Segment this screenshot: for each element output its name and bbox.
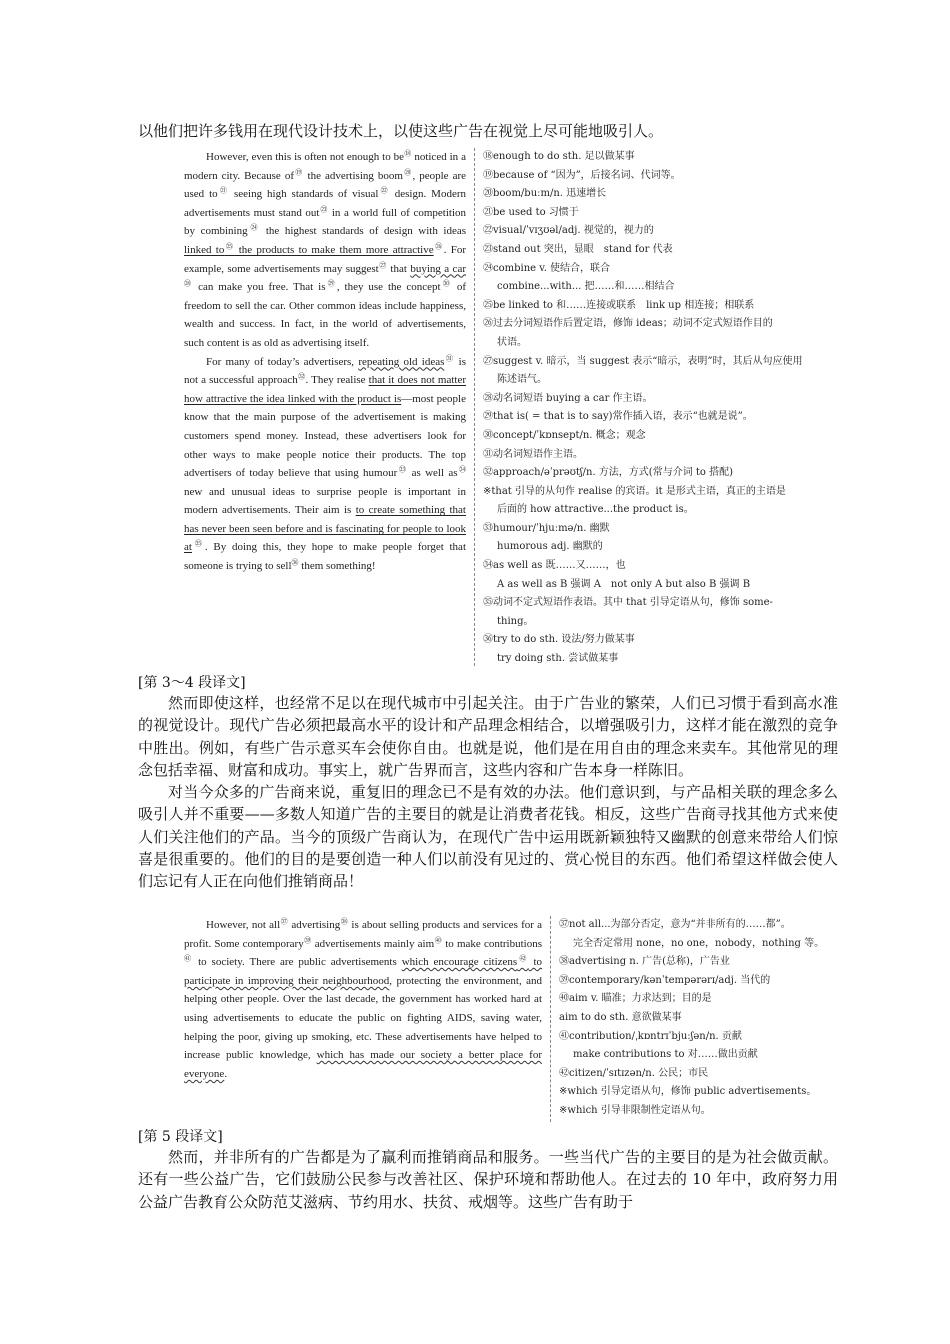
note-line: 陈述语气。 [497, 374, 547, 386]
english-passage-1 [184, 148, 466, 669]
note-line: ㊳advertising n. 广告(总称)，广告业 [559, 956, 730, 968]
translation-paragraph: 对当今众多的广告商来说，重复旧的理念已不是有效的办法。他们意识到，与产品相关联的理念多么吸引人并不重要——多数人知道广告的主要目的就是让消费者花钱。相反，这些广告商寻找其他方式来使人们关注他们的产品。当今的顶级广告商认为，在现代广告中运用既新颖独特又幽默的创意来带给人们惊喜是很重要的。他们的目的是要创造一种人们以前没有见过的、赏心悦目的东西。他们希望这样做会使人们忘记有人正在向他们推销商品！ [138, 783, 838, 891]
english-passage-2 [184, 916, 542, 1122]
note-line: ㉔combine v. 使结合，联合 [483, 262, 611, 274]
note-line: ⑳boom/buːm/n. 迅速增长 [483, 188, 607, 200]
translation-paragraph: 然而即使这样，也经常不足以在现代城市中引起关注。由于广告业的繁荣，人们已习惯于看到高水准的视觉设计。现代广告必须把最高水平的设计和产品理念相结合，以增强吸引力，这样才能在激烈的竞争中胜出。例如，有些广告示意买车会使你自由。也就是说，他们是在用自由的理念来卖车。其他常见的理念包括幸福、财富和成功。事实上，就广告界而言，这些内容和广告本身一样陈旧。 [138, 694, 838, 779]
note-line: 后面的 how attractive...the product is。 [497, 504, 694, 516]
note-line: ⑲because of “因为”，后接名词、代词等。 [483, 169, 681, 181]
note-line: humorous adj. 幽默的 [497, 541, 603, 553]
notes-column-2 [559, 916, 849, 1122]
note-line: ㊶contribution/ˌkɒntrɪˈbjuːʃən/n. 贡献 [559, 1030, 742, 1042]
note-line: ※which 引导非限制性定语从句。 [559, 1104, 711, 1116]
note-line: ㉟动词不定式短语作表语。其中 that 引导定语从句，修饰 some- [483, 597, 773, 609]
english-paragraph: However, even this is often not enough to be⑱ noticed in a modern city. Because of⑲ the advertising boom⑳, people are used $to^㉑$ seeing high standards of visual$^㉒$ design. Modern advertisements must stand out$^㉓$ in a world full of competition by combining$^㉔$ the highest standards of design with ideas linked $to^㉕$ the products to make them more attractive$^㉖$. For example, some advertisements may suggest$^㉗$ that buying a car$^㉘$ can make you free. That $is^㉙$, they use the concept$^㉚$ of freedom to sell the car. Other common ideas include happiness, wealth and success. In fact, in the world of advertisements, such content is as old as advertising itself. [184, 149, 467, 349]
note-line: ㉖过去分词短语作后置定语，修饰 ideas；动词不定式短语作目的 [483, 318, 773, 330]
note-line: ㊲not all...为部分否定，意为“并非所有的……都”。 [559, 919, 791, 930]
note-line: ㉕be linked to 和……连接或联系 link up 相连接；相联系 [483, 299, 755, 311]
translation-3-4 [138, 692, 838, 893]
note-line: A as well as B 强调 A not only A but also B 强调 B [497, 578, 751, 590]
note-line: ㉙that is( = that is to say)常作插入语，表示“也就是说”。 [483, 411, 753, 423]
note-line: ㉓stand out 突出，显眼 stand for 代表 [483, 243, 673, 255]
note-line: ㊱try to do sth. 设法/努力做某事 [483, 634, 635, 646]
note-line: ㉛动名词短语作主语。 [483, 448, 583, 460]
annotated-passage-2 [184, 916, 849, 1122]
translation-heading-2: [第 5 段译文] [138, 1129, 223, 1145]
translation-5 [138, 1146, 838, 1213]
note-line: ㊷citizen/ˈsɪtɪzən/n. 公民；市民 [559, 1067, 709, 1079]
translation-heading-1: [第 3～4 段译文] [138, 675, 246, 691]
note-line: ㊴contemporary/kənˈtempərərɪ/adj. 当代的 [559, 974, 771, 986]
note-line: ⑱enough to do sth. 足以做某事 [483, 151, 635, 162]
note-line: ㉞as well as 既……又……，也 [483, 560, 626, 572]
note-line: ㉘动名词短语 buying a car 作主语。 [483, 392, 653, 404]
intro-line: 以他们把许多钱用在现代设计技术上，以使这些广告在视觉上尽可能地吸引人。 [138, 122, 664, 140]
translation-paragraph: 然而，并非所有的广告都是为了赢利而推销商品和服务。一些当代广告的主要目的是为社会做贡献。还有一些公益广告，它们鼓励公民参与改善社区、保护环境和帮助他人。在过去的 10 年中，政府努力用公益广告教育公众防范艾滋病、节约用水、扶贫、戒烟等。这些广告有助于 [138, 1148, 838, 1211]
note-line: 完全否定常用 none，no one，nobody，nothing 等。 [573, 937, 825, 949]
note-line: ※which 引导定语从句，修饰 public advertisements。 [559, 1086, 817, 1098]
note-line: try doing sth. 尝试做某事 [497, 653, 619, 665]
note-line: combine...with... 把……和……相结合 [497, 281, 675, 293]
annotated-passage-1 [184, 148, 843, 669]
note-line: ㊵aim v. 瞄准；力求达到；目的是 [559, 993, 712, 1005]
english-paragraph: For many of today’s advertisers, repeating old ideas$^㉛$ is not a successful approach$^㉜$. They realise that it does not matter how attractive the idea linked with the product is—most people know that the main purpose of the advertisement is making customers spend money. Instead, these advertisers look for other ways to make people notice their products. The top advertisers of today believe that using humour$^㉝$ as well $as^㉞$ new and unusual ideas to surprise people is important in modern advertisements. Their aim is to create something that has never been seen before and is fascinating for people to look $at^㉟$. By doing this, they hope to make people forget that someone is trying to sell$^㊱$ them something! [184, 353, 467, 573]
note-line: ※that 引导的从句作 realise 的宾语。it 是形式主语，真正的主语是 [483, 485, 786, 497]
notes-column-1 [483, 148, 843, 669]
note-line: ㉑be used to 习惯于 [483, 206, 579, 218]
note-line: ㉚concept/ˈkɒnsept/n. 概念；观念 [483, 429, 646, 441]
note-line: thing。 [497, 615, 534, 627]
note-line: ㉜approach/əˈprəʊtʃ/n. 方法，方式(常与介词 to 搭配) [483, 467, 734, 479]
english-paragraph: However, not all$^㊲$ advertising$^㊳$ is about selling products and services for a profit. Some contemporary$^㊴$ advertisements mainly aim$^㊵$ to make contributions$^㊶$ to society. There are public advertisements which encourage citizens$^㊷$ to participate in improving their neighbourhood, protecting the environment, and helping other people. Over the last decade, the government has worked hard at using advertisements to educate the public on fighting AIDS, saving water, helping the poor, giving up smoking, etc. These advertisements have helped to increase public knowledge, which has made our society a better place for everyone. [184, 917, 543, 1080]
note-line: make contributions to 对……做出贡献 [573, 1049, 758, 1061]
note-line: ㉝humour/ˈhjuːmə/n. 幽默 [483, 522, 610, 534]
note-line: ㉗suggest v. 暗示，当 suggest 表示“暗示，表明”时，其后从句应使用 [483, 355, 803, 367]
note-line: aim to do sth. 意欲做某事 [559, 1011, 682, 1023]
note-line: ㉒visual/ˈvɪʒʊəl/adj. 视觉的，视力的 [483, 225, 654, 237]
note-line: 状语。 [497, 336, 527, 348]
